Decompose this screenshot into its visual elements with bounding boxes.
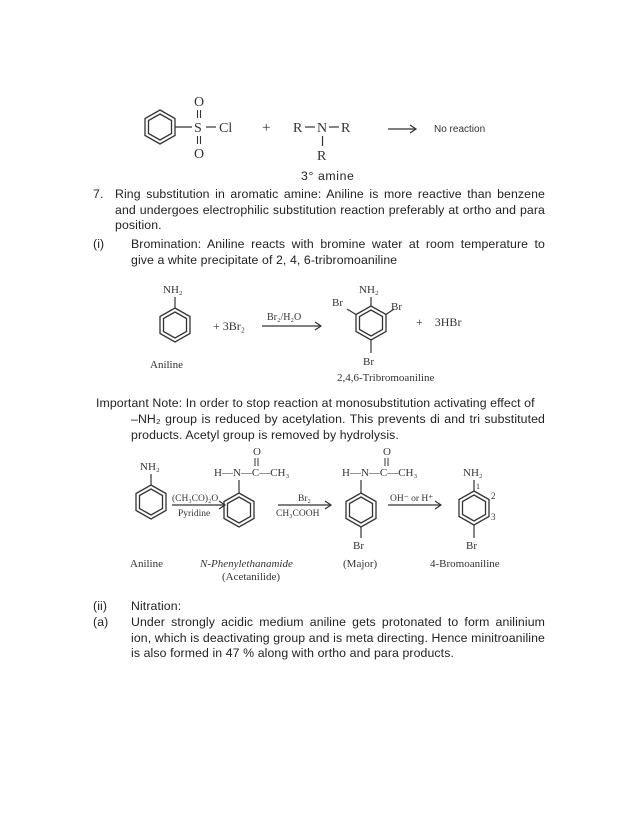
br-right: Br <box>391 301 402 313</box>
tertiary-amine-label: 3° amine <box>301 169 355 183</box>
acetamide-group-1: H—N—C—CH₃ <box>214 467 290 479</box>
acetamide-group-2: H—N—C—CH₃ <box>342 467 418 479</box>
acet-aniline-ring <box>136 485 166 519</box>
label-4-bromoaniline: 4-Bromoaniline <box>430 558 500 570</box>
bromination-conditions: Br₂/H₂O <box>267 312 302 323</box>
reagent-acetic-anhydride: (CH₃CO)₂O <box>172 494 219 504</box>
atom-o-top: O <box>194 95 205 110</box>
carbonyl-o-2: O <box>383 446 391 458</box>
position-2: 2 <box>491 491 496 501</box>
label-tribromoaniline: 2,4,6-Tribromoaniline <box>337 372 435 384</box>
acetylation-scheme <box>118 443 538 593</box>
reagent-acetic-acid: CH₃COOH <box>276 509 320 519</box>
atom-n: N <box>317 121 328 136</box>
bromination-text: Bromination: Aniline reacts with bromine water at room temperature to give a white precipitate of 2, 4, 6-tribromoaniline <box>131 237 545 267</box>
product-nh2: NH₂ <box>359 284 379 296</box>
acet-aniline-nh2: NH₂ <box>140 461 160 473</box>
aniline-nh2: NH₂ <box>163 284 183 296</box>
important-note-line1: Important Note: In order to stop reaction at monosubstitution activating effect of <box>96 396 535 410</box>
tribromoaniline-ring <box>356 306 386 340</box>
label-aniline-2: Aniline <box>130 558 163 570</box>
label-major: (Major) <box>343 558 378 570</box>
atom-r-left: R <box>293 121 303 136</box>
br-left: Br <box>332 297 343 309</box>
position-1: 1 <box>476 482 480 491</box>
atom-r-right: R <box>341 121 351 136</box>
atom-o-bottom: O <box>194 147 205 162</box>
section-7-number: 7. <box>93 187 104 201</box>
label-aniline-1: Aniline <box>150 359 183 371</box>
atom-s: S <box>194 121 202 136</box>
bromoaniline-ring <box>459 491 489 525</box>
plus-sign: + <box>262 120 271 136</box>
position-3: 3 <box>491 512 496 522</box>
nitration-number: (ii) <box>93 599 108 613</box>
br-bottom: Br <box>363 356 374 368</box>
nitration-sub-number: (a) <box>93 615 109 629</box>
label-acetanilide: (Acetanilide) <box>222 571 281 583</box>
label-n-phenylethanamide: N-Phenylethanamide <box>200 558 293 570</box>
nitration-title: Nitration: <box>131 599 182 613</box>
section-7-text: Ring substitution in aromatic amine: Aniline is more reactive than benzene and undergoes electrophilic substitution reaction preferably at ortho and para position. <box>115 187 545 232</box>
br-mid: Br <box>353 540 364 552</box>
important-note-rest: –NH₂ group is reduced by acetylation. This prevents di and tri substituted products. Acetyl group is removed by hydrolysis. <box>131 412 545 442</box>
atom-cl: Cl <box>219 121 233 136</box>
br-final: Br <box>466 540 477 552</box>
benzene-ring <box>145 110 175 144</box>
acetanilide-ring <box>224 493 254 527</box>
bromine-reagent: + 3Br₂ <box>213 319 245 333</box>
nitration-text: Under strongly acidic medium aniline gets protonated to form anilinium ion, which is deactivating group and is meta directing. Hence minitroaniline is also formed in 47 % along with ortho and para products. <box>131 615 545 660</box>
reagent-hydrolysis: OH⁻ or H⁺ <box>390 494 434 504</box>
reagent-br2: Br₂ <box>298 494 311 504</box>
final-nh2: NH₂ <box>463 467 483 479</box>
reagent-pyridine: Pyridine <box>178 509 211 519</box>
hbr-byproduct: + 3HBr <box>416 315 462 329</box>
bromination-scheme <box>150 280 530 390</box>
bromoacetanilide-ring <box>346 493 376 527</box>
atom-r-bottom: R <box>317 149 327 164</box>
bromination-number: (i) <box>93 237 105 251</box>
aniline-ring <box>160 308 190 342</box>
no-reaction-label: No reaction <box>434 124 486 135</box>
carbonyl-o-1: O <box>253 446 261 458</box>
